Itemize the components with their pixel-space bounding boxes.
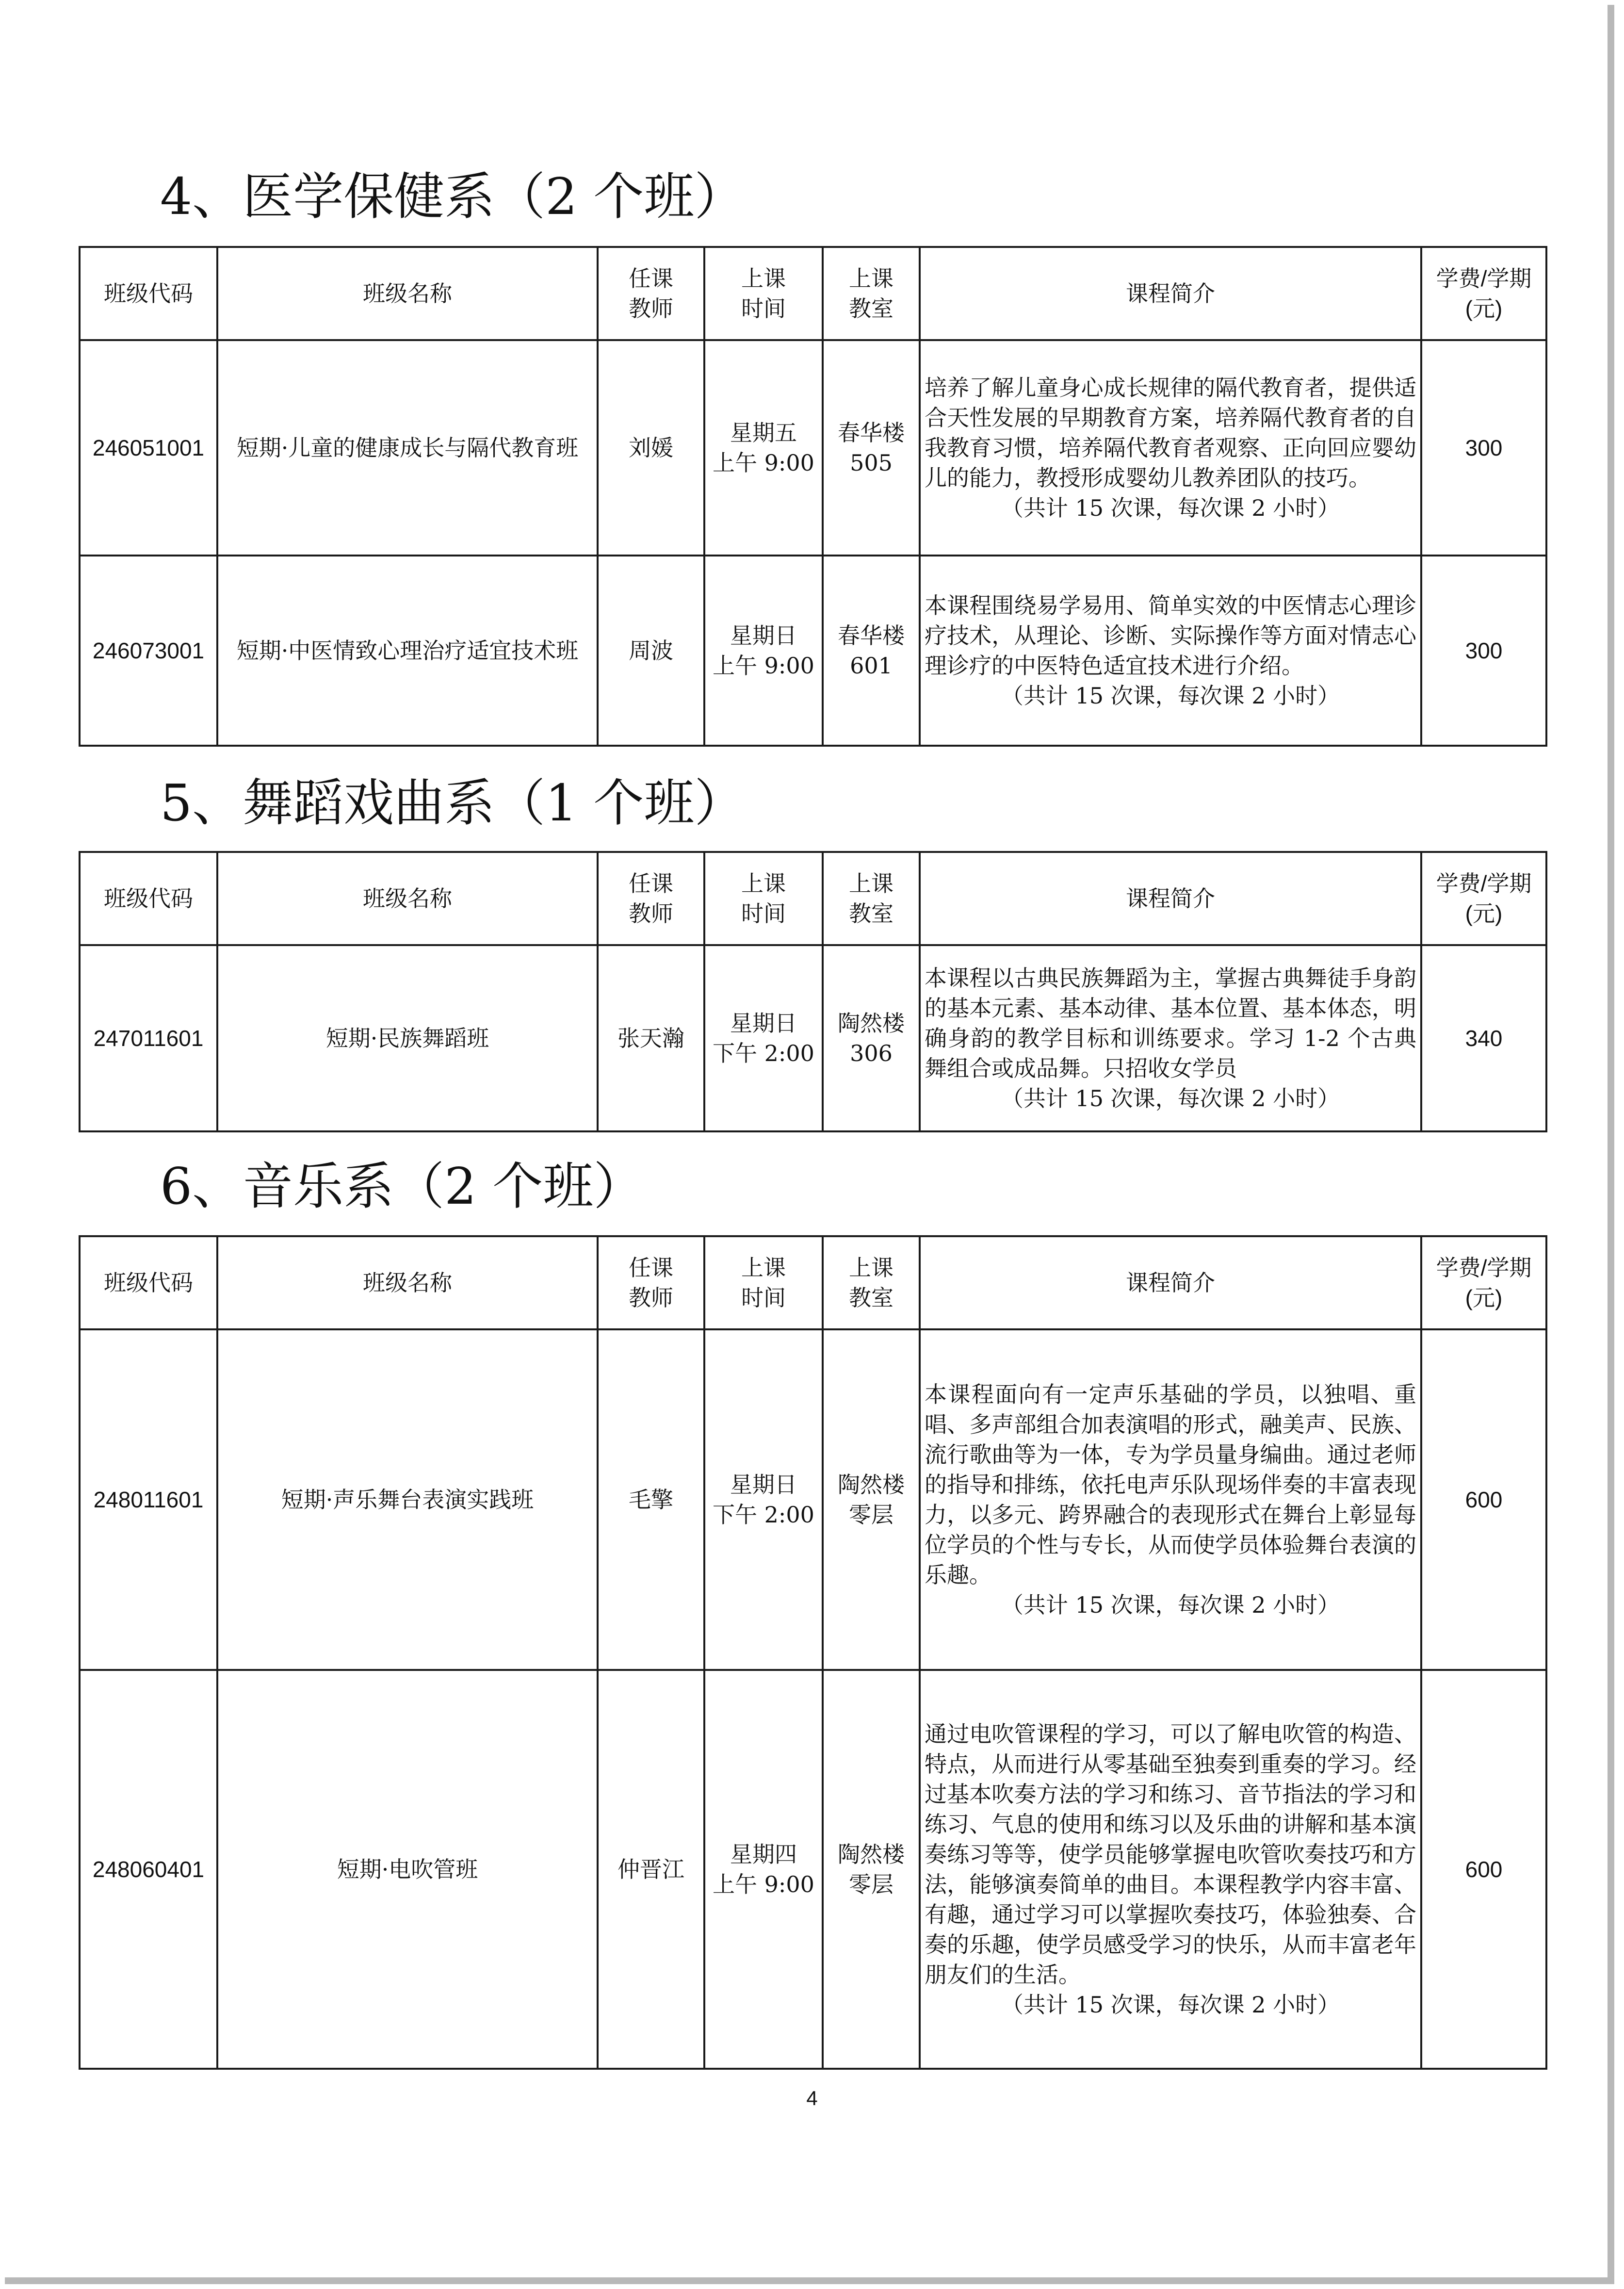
header-teacher: 任课 教师 (598, 852, 704, 945)
class-name: 短期·中医情致心理治疗适宜技术班 (217, 556, 598, 746)
header-time: 上课 时间 (704, 1236, 823, 1329)
class-fee: 600 (1421, 1670, 1546, 2069)
class-room: 陶然楼 零层 (823, 1329, 920, 1670)
class-teacher: 张天瀚 (598, 945, 704, 1131)
header-fee: 学费/学期 (元) (1421, 852, 1546, 945)
description-note: （共计 15 次课，每次课 2 小时） (1001, 1592, 1340, 1618)
class-teacher: 毛擎 (598, 1329, 704, 1670)
class-description (920, 340, 1421, 556)
table-row (80, 1329, 1546, 1670)
header-time: 上课 时间 (704, 852, 823, 945)
class-time: 星期日 上午 9:00 (704, 556, 823, 746)
class-teacher: 刘媛 (598, 340, 704, 556)
header-desc: 课程简介 (920, 247, 1421, 340)
section-heading-music: 6、音乐系（2 个班） (160, 1157, 644, 1216)
course-table-dance (79, 851, 1547, 1132)
course-table-medical (79, 246, 1547, 747)
class-fee: 300 (1421, 556, 1546, 746)
class-name: 短期·电吹管班 (217, 1670, 598, 2069)
description-text: 本课程面向有一定声乐基础的学员，以独唱、重唱、多声部组合加表演唱的形式，融美声、民族、流行歌曲等为一体，专为学员量身编曲。通过老师的指导和排练，依托电声乐队现场伴奏的丰富表现力，以多元、跨界融合的表现形式在舞台上彰显每位学员的个性与专长，从而使学员体验舞台表演的乐趣。 (925, 1381, 1416, 1588)
description-text: 培养了解儿童身心成长规律的隔代教育者，提供适合天性发展的早期教育方案，培养隔代教育者的自我教育习惯，培养隔代教育者观察、正向回应婴幼儿的能力，教授形成婴幼儿教养团队的技巧。 (925, 375, 1416, 491)
table-header-row (80, 1236, 1546, 1329)
description-text: 通过电吹管课程的学习，可以了解电吹管的构造、特点，从而进行从零基础至独奏到重奏的学习。经过基本吹奏方法的学习和练习、音节指法的学习和练习、气息的使用和练习以及乐曲的讲解和基本演奏练习等等，使学员能够掌握电吹管吹奏技巧和方法，能够演奏简单的曲目。本课程教学内容丰富、有趣，通过学习可以掌握吹奏技巧，体验独奏、合奏的乐趣，使学员感受学习的快乐，从而丰富老年朋友们的生活。 (925, 1721, 1416, 1988)
header-name: 班级名称 (217, 852, 598, 945)
table-row (80, 945, 1546, 1131)
header-name: 班级名称 (217, 1236, 598, 1329)
header-code: 班级代码 (80, 1236, 217, 1329)
header-room: 上课 教室 (823, 247, 920, 340)
header-code: 班级代码 (80, 852, 217, 945)
class-name: 短期·声乐舞台表演实践班 (217, 1329, 598, 1670)
header-teacher: 任课 教师 (598, 1236, 704, 1329)
class-name: 短期·儿童的健康成长与隔代教育班 (217, 340, 598, 556)
class-fee: 340 (1421, 945, 1546, 1131)
description-text: 本课程以古典民族舞蹈为主，掌握古典舞徒手身韵的基本元素、基本动律、基本位置、基本体态，明确身韵的教学目标和训练要求。学习 1-2 个古典舞组合或成品舞。只招收女学员 (925, 965, 1416, 1081)
class-fee: 300 (1421, 340, 1546, 556)
class-teacher: 周波 (598, 556, 704, 746)
description-note: （共计 15 次课，每次课 2 小时） (1001, 683, 1340, 709)
section-heading-medical: 4、医学保健系（2 个班） (160, 167, 745, 226)
class-time: 星期日 下午 2:00 (704, 1329, 823, 1670)
table-row (80, 1670, 1546, 2069)
class-code: 247011601 (80, 945, 217, 1131)
class-code: 246073001 (80, 556, 217, 746)
header-room: 上课 教室 (823, 1236, 920, 1329)
header-desc: 课程简介 (920, 852, 1421, 945)
class-time: 星期五 上午 9:00 (704, 340, 823, 556)
class-description (920, 556, 1421, 746)
header-room: 上课 教室 (823, 852, 920, 945)
header-fee: 学费/学期 (元) (1421, 247, 1546, 340)
header-code: 班级代码 (80, 247, 217, 340)
class-description (920, 1670, 1421, 2069)
section-heading-dance: 5、舞蹈戏曲系（1 个班） (160, 773, 745, 833)
class-room: 春华楼 505 (823, 340, 920, 556)
table-header-row (80, 852, 1546, 945)
class-time: 星期日 下午 2:00 (704, 945, 823, 1131)
class-fee: 600 (1421, 1329, 1546, 1670)
header-time: 上课 时间 (704, 247, 823, 340)
class-code: 246051001 (80, 340, 217, 556)
class-teacher: 仲晋江 (598, 1670, 704, 2069)
class-room: 春华楼 601 (823, 556, 920, 746)
table-header-row (80, 247, 1546, 340)
header-fee: 学费/学期 (元) (1421, 1236, 1546, 1329)
class-description (920, 945, 1421, 1131)
header-teacher: 任课 教师 (598, 247, 704, 340)
class-room: 陶然楼 306 (823, 945, 920, 1131)
class-code: 248060401 (80, 1670, 217, 2069)
table-row (80, 556, 1546, 746)
header-name: 班级名称 (217, 247, 598, 340)
table-row (80, 340, 1546, 556)
class-description (920, 1329, 1421, 1670)
description-note: （共计 15 次课，每次课 2 小时） (1001, 1992, 1340, 2018)
class-room: 陶然楼 零层 (823, 1670, 920, 2069)
description-text: 本课程围绕易学易用、简单实效的中医情志心理诊疗技术，从理论、诊断、实际操作等方面对情志心理诊疗的中医特色适宜技术进行介绍。 (925, 592, 1416, 679)
course-table-music (79, 1235, 1547, 2070)
page-number: 4 (806, 2087, 818, 2109)
description-note: （共计 15 次课，每次课 2 小时） (1001, 1085, 1340, 1112)
description-note: （共计 15 次课，每次课 2 小时） (1001, 495, 1340, 521)
header-desc: 课程简介 (920, 1236, 1421, 1329)
class-code: 248011601 (80, 1329, 217, 1670)
class-name: 短期·民族舞蹈班 (217, 945, 598, 1131)
class-time: 星期四 上午 9:00 (704, 1670, 823, 2069)
